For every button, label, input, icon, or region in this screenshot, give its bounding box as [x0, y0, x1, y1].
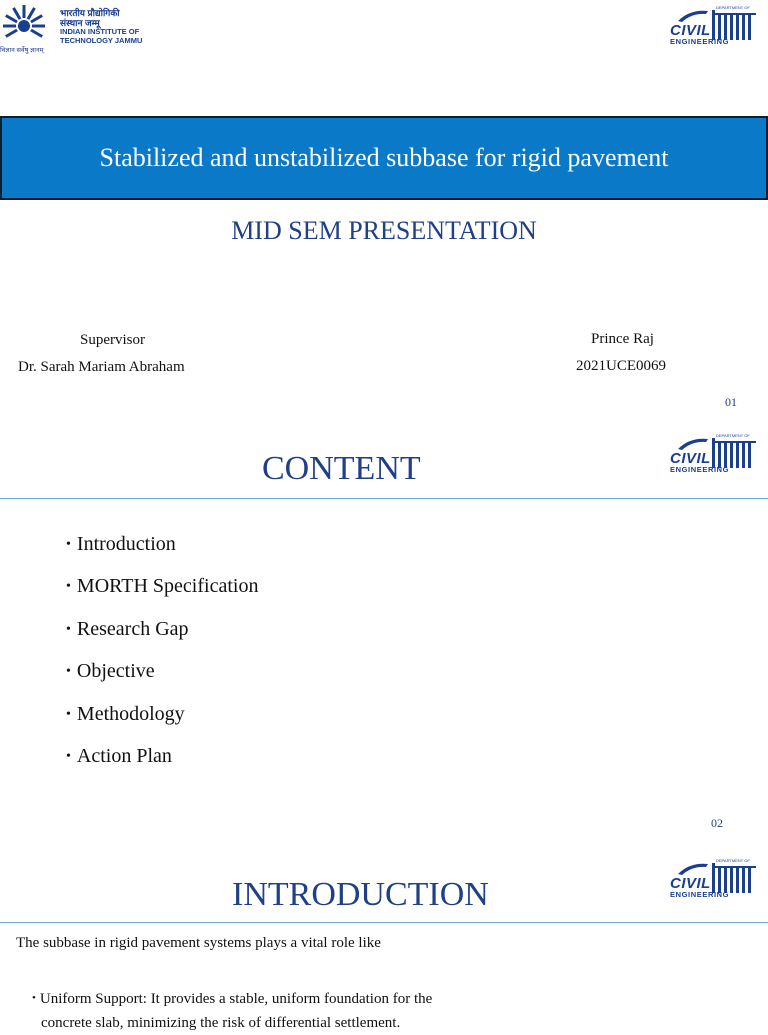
civil-engineering-logo-2: [668, 433, 760, 475]
heading-divider: [0, 498, 768, 499]
introduction-heading: INTRODUCTION: [232, 876, 489, 913]
civil-dept-label: DEPARTMENT OF: [716, 5, 750, 10]
contents-item-action-plan: Action Plan: [76, 744, 172, 767]
uniform-support-line-2: concrete slab, minimizing the risk of differential settlement.: [41, 1015, 401, 1031]
student-id: 2021UCE0069: [576, 358, 666, 374]
presentation-subtitle: MID SEM PRESENTATION: [231, 216, 537, 245]
iit-hindi-line-1: भारतीय प्रौद्योगिकी: [60, 8, 120, 18]
bullet-icon: •: [66, 537, 71, 552]
engineering-word: ENGINEERING: [670, 890, 730, 899]
civil-engineering-logo-3: [668, 858, 760, 900]
presentation-title: Stabilized and unstabilized subbase for rigid pavement: [99, 143, 669, 172]
list-item: [66, 619, 258, 661]
uniform-support-line-1: Uniform Support: It provides a stable, uniform foundation for the: [39, 991, 433, 1007]
bullet-icon: •: [66, 621, 71, 637]
engineering-word: ENGINEERING: [670, 465, 730, 474]
contents-list: [66, 534, 258, 788]
introduction-lead-text: The subbase in rigid pavement systems plays a vital role like: [16, 935, 381, 951]
bullet-icon: •: [66, 706, 71, 722]
civil-word: CIVIL: [670, 450, 711, 467]
title-banner: [0, 116, 768, 200]
engineering-word: ENGINEERING: [670, 37, 730, 46]
content-heading: CONTENT: [262, 450, 421, 487]
student-name: Prince Raj: [591, 331, 654, 347]
contents-item-morth: MORTH Specification: [76, 575, 259, 598]
supervisor-label: Supervisor: [80, 332, 145, 348]
list-item: [66, 746, 258, 788]
iit-jammu-logo: [0, 0, 143, 54]
civil-word: CIVIL: [670, 22, 711, 39]
bullet-icon: •: [66, 748, 71, 764]
civil-dept-label: DEPARTMENT OF: [716, 433, 750, 438]
contents-item-introduction: Introduction: [76, 533, 176, 555]
bullet-icon: •: [66, 664, 71, 680]
iit-emblem-icon: [2, 4, 56, 44]
iit-english-line-2: TECHNOLOGY JAMMU: [60, 36, 143, 45]
bullet-icon: •: [66, 579, 71, 595]
contents-item-research-gap: Research Gap: [76, 617, 189, 640]
list-item: [66, 576, 258, 618]
list-item: [32, 986, 512, 1011]
civil-dept-label: DEPARTMENT OF: [716, 858, 750, 863]
bullet-icon: •: [32, 992, 36, 1004]
iit-english-line-1: INDIAN INSTITUTE OF: [60, 27, 140, 36]
supervisor-name: Dr. Sarah Mariam Abraham: [18, 359, 185, 375]
iit-hindi-line-2: संस्थान जम्मू: [60, 18, 100, 28]
list-item: [66, 704, 258, 746]
page-number-2: 02: [711, 816, 723, 830]
civil-engineering-logo: [668, 5, 760, 47]
iit-motto: विज्ञान सर्वेषु ज्ञानम्: [0, 47, 44, 54]
contents-item-objective: Objective: [76, 660, 155, 683]
list-item: [66, 534, 258, 576]
list-item: [66, 661, 258, 703]
contents-item-methodology: Methodology: [76, 702, 185, 725]
page-number-1: 01: [725, 395, 737, 409]
civil-word: CIVIL: [670, 875, 711, 892]
heading-divider: [0, 922, 768, 923]
introduction-bullet-list: [32, 986, 512, 1035]
